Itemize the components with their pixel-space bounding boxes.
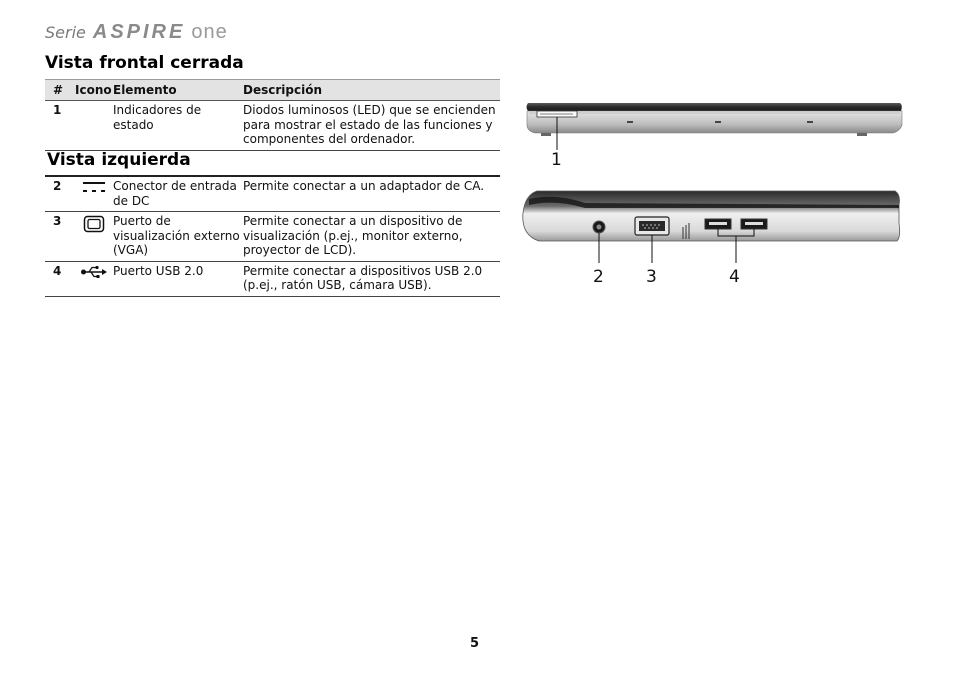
spec-table-front — [45, 79, 500, 151]
row-description: Permite conectar a un dispositivo de visualización (p.ej., monitor externo, proyector de LCD). — [243, 212, 500, 262]
row-description: Permite conectar a un adaptador de CA. — [243, 176, 500, 212]
table-row — [45, 101, 500, 151]
row-description: Permite conectar a dispositivos USB 2.0 (p.ej., ratón USB, cámara USB). — [243, 261, 500, 296]
brand-logo-suffix: one — [191, 20, 228, 43]
table-header-row — [45, 80, 500, 101]
row-num: 3 — [45, 212, 75, 262]
section-title-left: Vista izquierda — [47, 150, 191, 170]
header-description: Descripción — [243, 80, 500, 101]
row-num: 2 — [45, 176, 75, 212]
table-row — [45, 176, 500, 212]
front-view — [527, 103, 903, 150]
section-title-front: Vista frontal cerrada — [45, 53, 244, 73]
left-view — [523, 191, 900, 263]
row-description: Diodos luminosos (LED) que se encienden para mostrar el estado de las funciones y componentes del ordenador. — [243, 101, 500, 151]
table-row — [45, 212, 500, 262]
callout-2: 2 — [593, 267, 604, 287]
callout-3: 3 — [646, 267, 657, 287]
row-element: Conector de entrada de DC — [113, 176, 243, 212]
laptop-illustration — [515, 95, 910, 295]
header-num: # — [45, 80, 75, 101]
row-num: 1 — [45, 101, 75, 151]
monitor-icon — [83, 215, 105, 233]
page-number: 5 — [470, 636, 480, 651]
spec-table-left — [45, 175, 500, 297]
header-icon: Icono — [75, 80, 113, 101]
row-icon — [75, 101, 113, 151]
usb-icon — [80, 265, 108, 279]
header-element: Elemento — [113, 80, 243, 101]
dc-in-icon — [82, 180, 106, 194]
series-label: Serie — [45, 22, 86, 42]
callout-1: 1 — [551, 150, 562, 170]
callout-4: 4 — [729, 267, 740, 287]
row-element: Indicadores de estado — [113, 101, 243, 151]
row-num: 4 — [45, 261, 75, 296]
brand-logo: ASPIRE — [92, 20, 186, 43]
row-element: Puerto de visualización externo (VGA) — [113, 212, 243, 262]
table-row — [45, 261, 500, 296]
row-element: Puerto USB 2.0 — [113, 261, 243, 296]
page-header — [45, 18, 228, 46]
